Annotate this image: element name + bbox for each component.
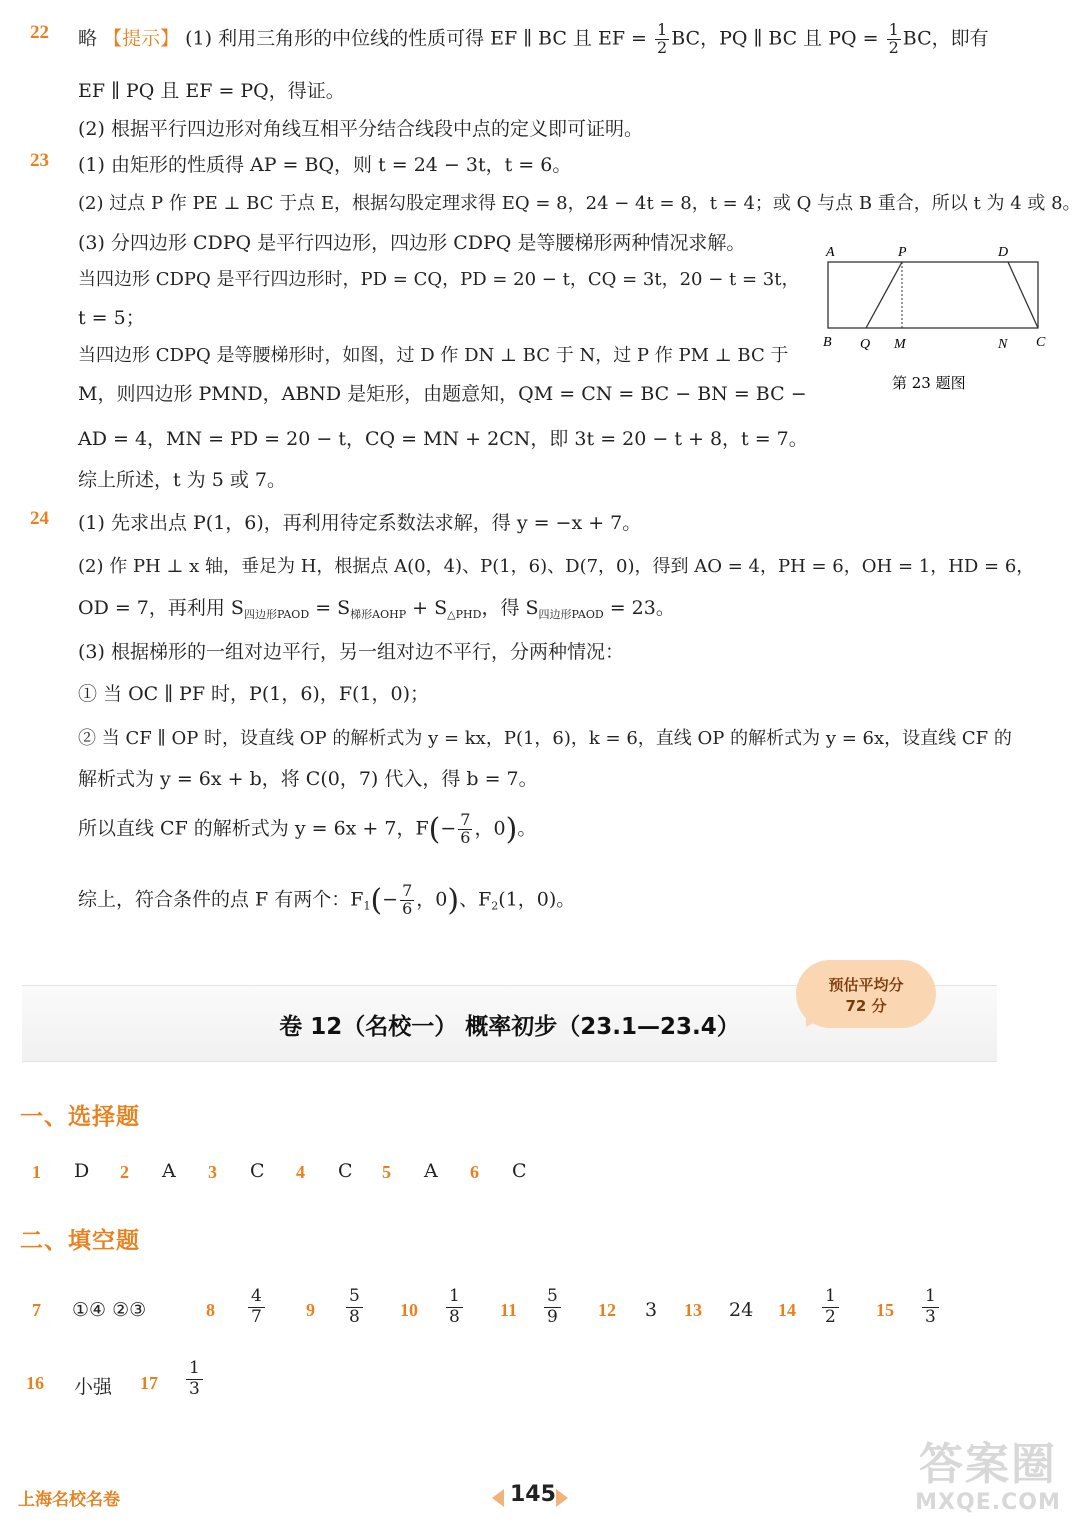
section-title: 二、填空题 (20, 1228, 140, 1254)
answer-number: 2 (120, 1162, 129, 1182)
answer-fraction: $\frac{1}{8}$ (446, 1287, 463, 1327)
q22-text: (1) 利用三角形的中位线的性质可得 EF ∥ BC 且 EF = (185, 27, 647, 50)
score-badge (796, 960, 936, 1028)
answer-value: A (424, 1160, 438, 1182)
trapezoid-figure (818, 240, 1058, 400)
q22-lead: 略 (78, 27, 98, 50)
point-label: B (823, 335, 832, 350)
fraction: $\frac{1}{2}$ (888, 20, 899, 57)
answer-fraction: $\frac{4}{7}$ (248, 1287, 265, 1327)
answer-number: 10 (400, 1300, 418, 1320)
q24-line5: ① 当 OC ∥ PF 时，P(1，6)，F(1，0)； (78, 683, 430, 705)
q23-line3: (3) 分四边形 CDPQ 是平行四边形，四边形 CDPQ 是等腰梯形两种情况求解。 (78, 232, 746, 254)
answer-fraction: $\frac{5}{9}$ (544, 1287, 561, 1327)
answer-value: 小强 (74, 1376, 113, 1398)
q24-line2: (2) 作 PH ⊥ x 轴，垂足为 H，根据点 A(0，4)、P(1，6)、D(7，0)，得到 AO = 4，PH = 6，OH = 1，HD = 6， (78, 556, 1035, 577)
answer-number: 15 (876, 1300, 894, 1320)
answer-number: 11 (500, 1300, 518, 1320)
answer-number: 8 (206, 1300, 215, 1320)
page-arrow-right-icon (556, 1489, 568, 1507)
answer-number: 17 (140, 1373, 158, 1393)
question-number: 22 (30, 22, 49, 43)
answer-value: D (74, 1160, 90, 1182)
badge-score: 72 分 (845, 997, 887, 1015)
q22-line3: (2) 根据平行四边形对角线互相平分结合线段中点的定义即可证明。 (78, 118, 643, 140)
q23-line1: (1) 由矩形的性质得 AP = BQ，则 t = 24 − 3t，t = 6。 (78, 154, 572, 176)
q24-line6: ② 当 CF ∥ OP 时，设直线 OP 的解析式为 y = kx，P(1，6)，k = 6，直线 OP 的解析式为 y = 6x，设直线 CF 的 (78, 728, 1012, 749)
q24-line1: (1) 先求出点 P(1，6)，再利用待定系数法求解，得 y = −x + 7。 (78, 512, 642, 534)
q23-line9: 综上所述，t 为 5 或 7。 (78, 469, 286, 491)
q22-text: BC，即有 (902, 27, 989, 50)
answer-number: 9 (306, 1300, 315, 1320)
q24-line8: 所以直线 CF 的解析式为 y = 6x + 7，F(− $\frac{7}{6}$ ，0)。 (78, 810, 537, 847)
point-label: D (998, 245, 1009, 260)
q24-line7: 解析式为 y = 6x + b，将 C(0，7) 代入，得 b = 7。 (78, 768, 538, 790)
series-name: 上海名校名卷 (18, 1490, 120, 1510)
q24-line3: OD = 7，再利用 $S_{四边形PAOD} = S_{梯形AOHP} + S_{\triangle PHD}$，得 $S_{四边形PAOD} = 23$。 (78, 597, 675, 621)
answer-number: 3 (208, 1162, 217, 1182)
q23-line7: M，则四边形 PMND，ABND 是矩形，由题意知，QM = CN = BC − BN = BC − (78, 383, 807, 405)
q23-line8: AD = 4，MN = PD = 20 − t，CQ = MN + 2CN，即 3t = 20 − t + 8，t = 7。 (78, 428, 808, 450)
watermark-logo: 答案圈 MXQE.COM (915, 1439, 1061, 1515)
point-label: P (898, 245, 907, 260)
point-label: C (1036, 335, 1046, 350)
answer-number: 14 (778, 1300, 796, 1320)
section-title: 一、选择题 (20, 1104, 140, 1130)
answer-number: 16 (26, 1373, 44, 1393)
answer-number: 12 (598, 1300, 616, 1320)
hint-tag: 【提示】 (103, 27, 180, 50)
answer-number: 13 (684, 1300, 702, 1320)
q22-text: BC，PQ ∥ BC 且 PQ = (671, 27, 879, 50)
q23-line4: 当四边形 CDPQ 是平行四边形时，PD = CQ，PD = 20 − t，CQ = 3t，20 − t = 3t， (78, 269, 800, 290)
answer-fraction: $\frac{1}{3}$ (922, 1287, 939, 1327)
fraction: $\frac{7}{6}$ (402, 881, 413, 918)
answer-number: 6 (470, 1162, 479, 1182)
point-label: M (894, 337, 906, 352)
answer-fraction: $\frac{5}{8}$ (346, 1287, 363, 1327)
answer-value: C (512, 1160, 527, 1182)
point-label: Q (860, 337, 871, 352)
q22-line1 (78, 22, 989, 57)
chapter-title: 卷 12（名校一） 概率初步（23.1—23.4） (279, 1014, 740, 1040)
point-label: N (998, 337, 1008, 352)
point-label: A (826, 245, 835, 260)
q23-line2: (2) 过点 P 作 PE ⊥ BC 于点 E，根据勾股定理求得 EQ = 8，24 − 4t = 8，t = 4；或 Q 与点 B 重合，所以 t 为 4 或 8。 (78, 193, 1081, 214)
question-number: 23 (30, 150, 49, 171)
answer-number: 5 (382, 1162, 391, 1182)
q24-line9: 综上，符合条件的点 F 有两个：$F_1(-$ $\frac{7}{6}$ ，0)、$F_2(1$，0)。 (78, 881, 576, 918)
q23-line5: t = 5； (78, 307, 145, 329)
answer-value: C (338, 1160, 353, 1182)
answer-value: 3 (645, 1299, 658, 1321)
answer-fraction: $\frac{1}{2}$ (822, 1287, 839, 1327)
fraction: $\frac{7}{6}$ (460, 810, 471, 847)
question-number: 24 (30, 508, 49, 529)
answer-value: ①④ ②③ (72, 1299, 147, 1321)
page-arrow-left-icon (492, 1489, 504, 1507)
page-number: 145 (510, 1482, 556, 1507)
badge-label: 预估平均分 (828, 976, 904, 994)
answer-number: 1 (32, 1162, 41, 1182)
answer-value: C (250, 1160, 265, 1182)
figure-caption: 第 23 题图 (892, 374, 966, 392)
answer-fraction: $\frac{1}{3}$ (186, 1359, 203, 1399)
fraction: $\frac{1}{2}$ (657, 20, 668, 57)
answer-number: 4 (296, 1162, 305, 1182)
answer-number: 7 (32, 1300, 41, 1320)
answer-value: A (162, 1160, 176, 1182)
q24-line4: (3) 根据梯形的一组对边平行，另一组对边不平行，分两种情况： (78, 641, 624, 663)
q22-line2: EF ∥ PQ 且 EF = PQ，得证。 (78, 80, 345, 102)
answer-value: 24 (729, 1299, 754, 1321)
q23-line6: 当四边形 CDPQ 是等腰梯形时，如图，过 D 作 DN ⊥ BC 于 N，过 P 作 PM ⊥ BC 于 (78, 345, 789, 366)
